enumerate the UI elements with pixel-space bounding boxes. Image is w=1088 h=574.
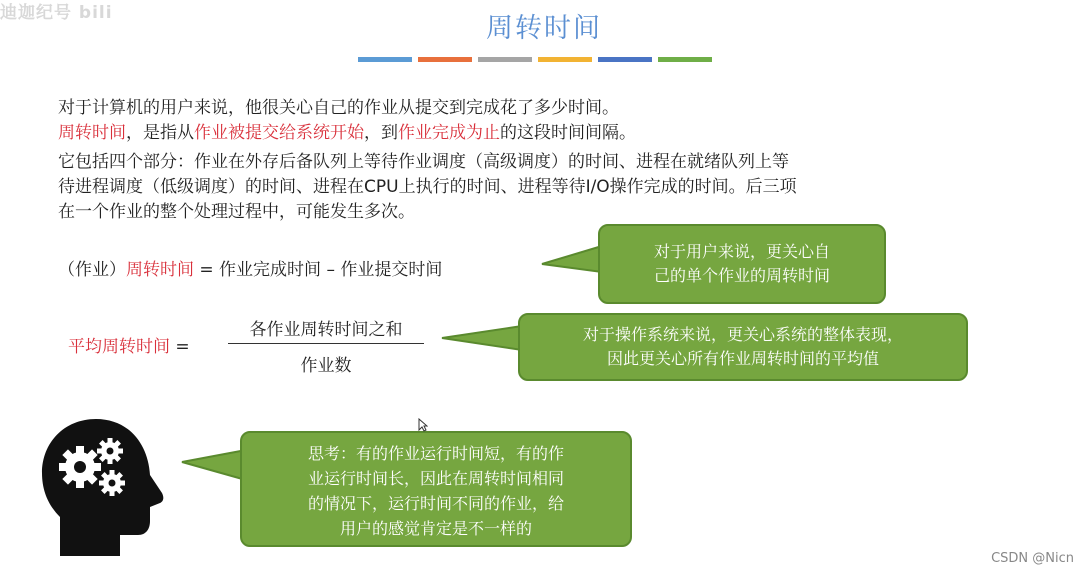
- bubble-line: 对于用户来说，更关心自: [653, 242, 830, 261]
- paragraph-line-3: 它包括四个部分：作业在外存后备队列上等待作业调度（高级调度）的时间、进程在就绪队列上等: [58, 152, 789, 172]
- formula-prefix: （作业）: [58, 260, 126, 280]
- fraction-bar: [228, 343, 424, 344]
- text-segment: 的这段时间间隔。: [500, 123, 636, 143]
- thinking-head-icon: [38, 415, 168, 560]
- bubble-line: 对于操作系统来说，更关心系统的整体表现，: [582, 325, 903, 344]
- paragraph-line-2: [58, 121, 636, 145]
- formula-equals: =: [170, 337, 190, 357]
- bubble-line: 业运行时间长，因此在周转时间相同: [307, 469, 564, 488]
- page-title: 周转时间: [486, 13, 602, 44]
- bubble-tail-3: [180, 446, 248, 486]
- bubble-line: 己的单个作业的周转时间: [653, 266, 830, 285]
- text-segment: ，是指从: [126, 123, 194, 143]
- term-submit: 作业被提交给系统开始: [194, 123, 364, 143]
- fraction-numerator: 各作业周转时间之和: [249, 320, 403, 340]
- callout-bubble-user: [598, 224, 886, 304]
- callout-bubble-system: [518, 313, 968, 381]
- bubble-line: 用户的感觉肯定是不一样的: [339, 519, 532, 538]
- paragraph-line-5: 在一个作业的整个处理过程中，可能发生多次。: [58, 202, 415, 222]
- paragraph-line-1: 对于计算机的用户来说，他很关心自己的作业从提交到完成花了多少时间。: [58, 98, 619, 118]
- color-bar: [478, 57, 532, 62]
- top-watermark: 迪迦纪号 bili: [0, 3, 113, 23]
- bubble-line: 思考：有的作业运行时间短，有的作: [307, 444, 564, 463]
- formula-average-term: 平均周转时间: [68, 337, 170, 357]
- callout-bubble-think: [240, 431, 632, 547]
- title-color-bars: [358, 57, 712, 62]
- bubble-line: 的情况下，运行时间不同的作业，给: [307, 494, 564, 513]
- formula-turnaround: [58, 255, 442, 280]
- color-bar: [598, 57, 652, 62]
- bubble-tail-1: [540, 240, 604, 280]
- bubble-tail-2: [440, 322, 524, 362]
- formula-average-label: [68, 332, 190, 357]
- term-complete: 作业完成为止: [398, 123, 500, 143]
- paragraph-line-4: 待进程调度（低级调度）的时间、进程在CPU上执行的时间、进程等待I/O操作完成的时间。后三项: [58, 177, 797, 197]
- fraction-denominator: 作业数: [300, 356, 352, 376]
- formula-rest: = 作业完成时间 – 作业提交时间: [194, 260, 443, 280]
- text-segment: ，到: [364, 123, 398, 143]
- color-bar: [358, 57, 412, 62]
- term-turnaround: 周转时间: [58, 123, 126, 143]
- color-bar: [658, 57, 712, 62]
- mouse-cursor-icon: [418, 418, 428, 432]
- footer-watermark: CSDN @Nicn: [991, 551, 1074, 566]
- formula-term: 周转时间: [126, 260, 194, 280]
- color-bar: [538, 57, 592, 62]
- bubble-line: 因此更关心所有作业周转时间的平均值: [606, 349, 879, 368]
- color-bar: [418, 57, 472, 62]
